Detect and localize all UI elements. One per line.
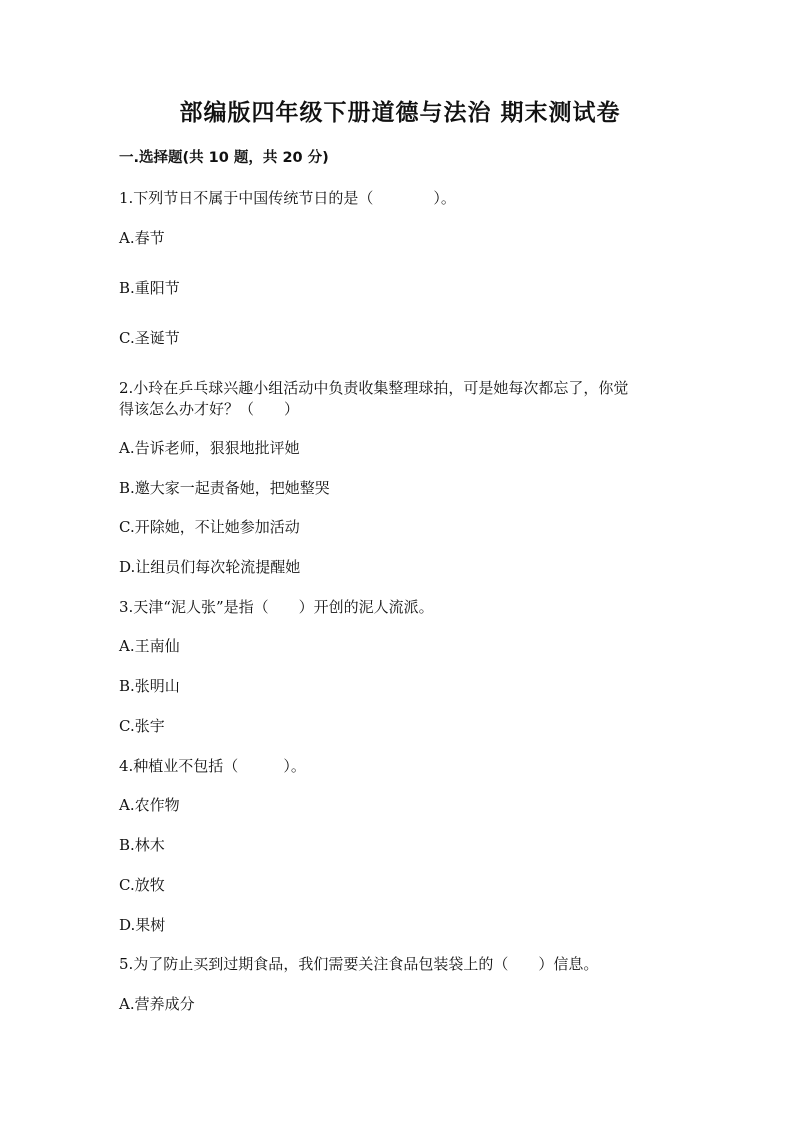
question-3-option-c: C.张宇: [119, 717, 165, 735]
question-4-option-c: C.放牧: [119, 876, 165, 894]
question-2-option-b: B.邀大家一起责备她，把她整哭: [119, 479, 330, 497]
question-3-option-b: B.张明山: [119, 677, 180, 695]
question-1-option-c: C.圣诞节: [119, 329, 180, 347]
question-1-option-b: B.重阳节: [119, 279, 180, 297]
question-5-stem: 5.为了防止买到过期食品，我们需要关注食品包装袋上的（ ）信息。: [119, 955, 599, 973]
question-2-stem-line-2: 得该怎么办才好？（ ）: [119, 400, 300, 418]
question-4-stem: 4.种植业不包括（ ）。: [119, 757, 306, 775]
question-1-stem: 1.下列节日不属于中国传统节日的是（ ）。: [119, 189, 456, 207]
question-1-option-a: A.春节: [119, 229, 165, 247]
page-title: 部编版四年级下册道德与法治 期末测试卷: [179, 99, 621, 126]
question-2-stem-line-1: 2.小玲在乒乓球兴趣小组活动中负责收集整理球拍，可是她每次都忘了，你觉: [119, 379, 629, 397]
section-heading: 一.选择题(共 10 题，共 20 分): [119, 150, 329, 166]
question-2-option-c: C.开除她，不让她参加活动: [119, 518, 300, 536]
question-5-option-a: A.营养成分: [119, 995, 195, 1013]
question-4-option-a: A.农作物: [119, 796, 180, 814]
question-3-stem: 3.天津“泥人张”是指（ ）开创的泥人流派。: [119, 598, 434, 616]
question-3-option-a: A.王南仙: [119, 637, 180, 655]
question-4-option-d: D.果树: [119, 916, 166, 934]
question-2-option-d: D.让组员们每次轮流提醒她: [119, 558, 301, 576]
question-2-option-a: A.告诉老师，狠狠地批评她: [119, 439, 300, 457]
question-4-option-b: B.林木: [119, 836, 165, 854]
